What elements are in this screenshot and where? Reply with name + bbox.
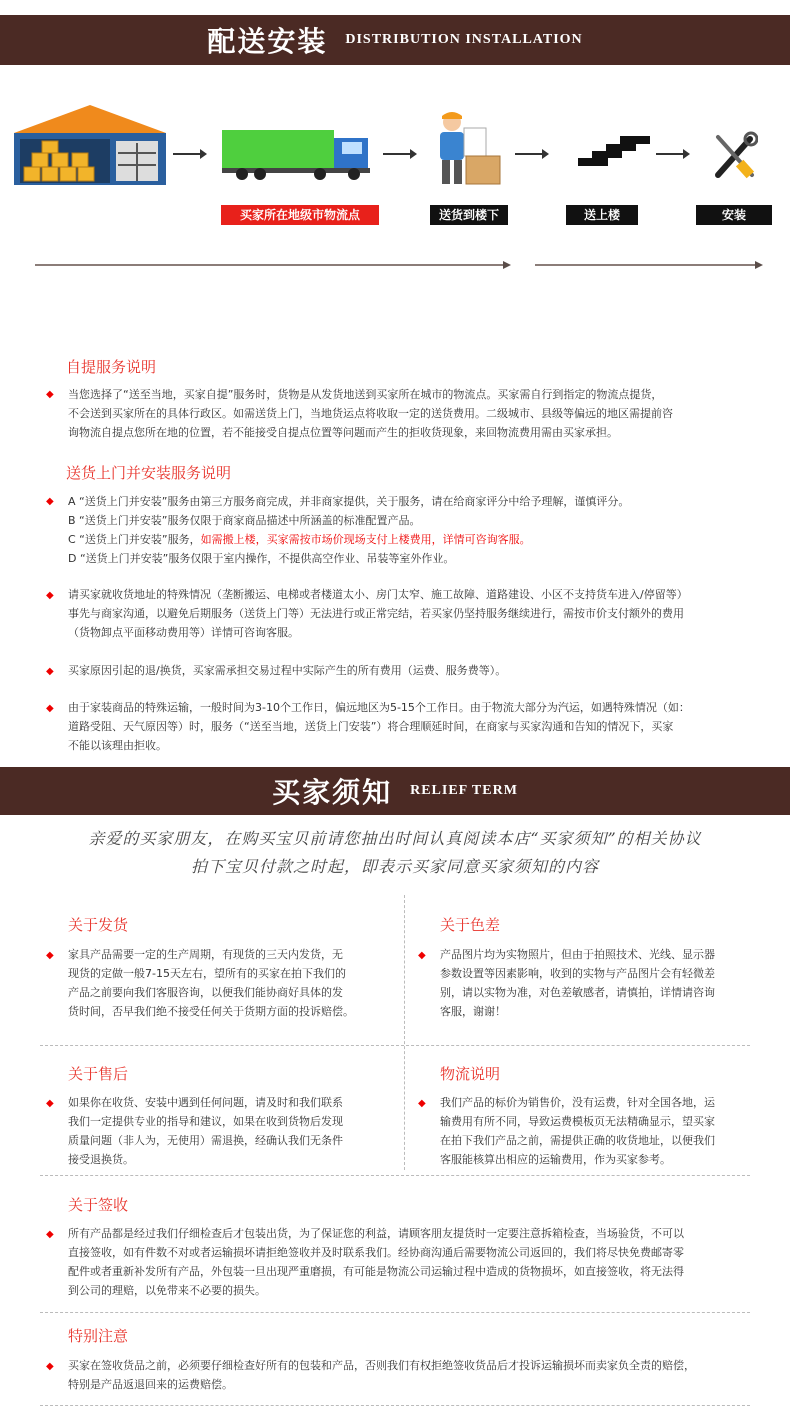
shipping-text — [68, 945, 354, 1021]
divider — [404, 895, 405, 1170]
banner-title-cn: 买家须知 — [272, 776, 393, 809]
flow-arrow — [173, 153, 205, 155]
timeline-line — [35, 264, 507, 266]
text-line: 当您选择了“送至当地，买家自提”服务时，货物是从发货地送到买家所在城市的物流点。买家需自行到指定的物流点提货， — [68, 388, 663, 401]
step-label-install: 安装 — [696, 205, 772, 225]
text-line: 如果你在收货、安装中遇到任何问题，请及时和我们联系 — [68, 1096, 343, 1109]
bullet-icon: ◆ — [46, 590, 54, 601]
text-line: 现货的定做一般7-15天左右，望所有的买家在拍下我们的 — [68, 967, 346, 980]
buyer-notice-banner — [0, 767, 790, 815]
text-line: 接受退换货。 — [68, 1153, 134, 1166]
item-d: D “送货上门并安装”服务仅限于室内操作，不提供高空作业、吊装等室外作业。 — [68, 552, 455, 565]
step-label-upstairs: 送上楼 — [566, 205, 638, 225]
divider — [40, 1312, 750, 1313]
text-line: 请买家就收货地址的特殊情况（垄断搬运、电梯或者楼道太小、房门太窄、施工故障、道路建设、小区不支持货车进入/停留等） — [68, 588, 688, 601]
special-note-text — [68, 1356, 695, 1394]
text-line: 参数设置等因素影响，收到的实物与产品图片会有轻微差 — [440, 967, 715, 980]
text-line: 别，请以实物为准，对色差敏感者，请慎拍，详情请咨询 — [440, 986, 715, 999]
text-line: 客服，谢谢！ — [440, 1005, 506, 1018]
bullet-icon: ◆ — [46, 496, 54, 507]
step-label-deliver-downstairs: 送货到楼下 — [430, 205, 508, 225]
divider — [40, 1405, 750, 1406]
aftersale-title: 关于售后 — [68, 1065, 129, 1083]
tools-icon — [712, 131, 758, 181]
text-line: 我们产品的标价为销售价，没有运费，针对全国各地，运 — [440, 1096, 715, 1109]
delivery-man-icon — [428, 108, 504, 188]
text-line: 货时间，否早我们绝不接受任何关于货期方面的投诉赔偿。 — [68, 1005, 354, 1018]
truck-icon — [222, 128, 374, 180]
text-line: 我们一定提供专业的指导和建议，如果在收到货物后发现 — [68, 1115, 343, 1128]
stairs-icon — [578, 136, 650, 166]
text-line: 配件或者重新补发所有产品，外包装一旦出现严重磨损，有可能是物流公司运输过程中造成的货物损坏，如直接签收，将无法得 — [68, 1265, 684, 1278]
bullet-icon: ◆ — [46, 1098, 54, 1109]
warehouse-icon — [14, 105, 166, 185]
text-line: 到公司的理赔，以免带来不必要的损失。 — [68, 1284, 266, 1297]
banner-title-cn: 配送安装 — [207, 25, 328, 58]
text-line: 询物流自提点您所在地的位置，若不能接受自提点位置等问题而产生的拒收货现象，来回物流费用需由买家承担。 — [68, 426, 618, 439]
item-c — [68, 530, 629, 549]
item-a: A “送货上门并安装”服务由第三方服务商完成，并非商家提供，关于服务，请在给商家评分中给予理解，谨慎评分。 — [68, 495, 630, 508]
bullet-icon: ◆ — [418, 950, 426, 961]
text-line: 在拍下我们产品之前，需提供正确的收货地址，以便我们 — [440, 1134, 715, 1147]
flow-arrow — [515, 153, 547, 155]
self-pickup-title: 自提服务说明 — [66, 358, 157, 376]
text-line: 客服能核算出相应的运输费用，作为买家参考。 — [440, 1153, 671, 1166]
text-line: 特别是产品返退回来的运费赔偿。 — [68, 1378, 233, 1391]
text-line: 家具产品需要一定的生产周期，有现货的三天内发货，无 — [68, 948, 343, 961]
item-c-text: C “送货上门并安装”服务， — [68, 533, 201, 546]
bullet-icon: ◆ — [418, 1098, 426, 1109]
bullet-icon: ◆ — [46, 1361, 54, 1372]
bullet-icon: ◆ — [46, 1229, 54, 1240]
self-pickup-text — [68, 385, 673, 442]
logistics-title: 物流说明 — [440, 1065, 501, 1083]
text-line: 输费用有所不同，导致运费模板页无法精确显示，望买家 — [440, 1115, 715, 1128]
bullet-icon: ◆ — [46, 950, 54, 961]
special-address-text — [68, 585, 688, 642]
shipping-title: 关于发货 — [68, 916, 129, 934]
transit-time-text — [68, 698, 690, 755]
item-c-highlight: 如需搬上楼，买家需按市场价现场支付上楼费用，详情可咨询客服。 — [200, 533, 531, 546]
flow-arrow — [383, 153, 415, 155]
signing-title: 关于签收 — [68, 1196, 129, 1214]
text-line: （货物卸点平面移动费用等）详情可咨询客服。 — [68, 626, 299, 639]
timeline-line — [535, 264, 759, 266]
banner-title-en: DISTRIBUTION INSTALLATION — [345, 32, 583, 47]
text-line: 不会送到买家所在的具体行政区。如需送货上门，当地货运点将收取一定的送货费用。二级城市、县级等偏远的地区需提前咨 — [68, 407, 673, 420]
aftersale-text — [68, 1093, 343, 1169]
logistics-text — [440, 1093, 715, 1169]
intro-line-2: 拍下宝贝付款之时起，即表示买家同意买家须知的内容 — [190, 857, 599, 876]
text-line: 道路受阻、天气原因等）时，服务（“送至当地，送货上门安装”）将合理顺延时间，在商家与买家沟通和告知的情况下，买家 — [68, 720, 674, 733]
header-banner — [0, 15, 790, 65]
bullet-icon: ◆ — [46, 666, 54, 677]
text-line: 不能以该理由拒收。 — [68, 739, 167, 752]
text-line: 所有产品都是经过我们仔细检查后才包装出货，为了保证您的利益，请顾客朋友提货时一定要注意拆箱检查，当场验货，不可以 — [68, 1227, 684, 1240]
color-diff-text — [440, 945, 715, 1021]
return-cost-text: 买家原因引起的退/换货，买家需承担交易过程中实际产生的所有费用（运费、服务费等）。 — [68, 664, 507, 677]
text-line: 产品之前要向我们客服咨询，以便我们能协商好具体的发 — [68, 986, 343, 999]
text-line: 买家在签收货品之前，必须要仔细检查好所有的包装和产品，否则我们有权拒绝签收货品后才投诉运输损坏而卖家负全责的赔偿， — [68, 1359, 695, 1372]
flow-arrow — [656, 153, 688, 155]
text-line: 产品图片均为实物照片，但由于拍照技术、光线、显示器 — [440, 948, 715, 961]
bullet-icon: ◆ — [46, 703, 54, 714]
banner-title-en: RELIEF TERM — [410, 783, 518, 798]
intro-line-1: 亲爱的买家朋友，在购买宝贝前请您抽出时间认真阅读本店“买家须知”的相关协议 — [88, 829, 702, 848]
text-line: 直接签收，如有件数不对或者运输损坏请拒绝签收并及时联系我们。经协商沟通后需要物流公司返回的，我们将尽快免费邮寄零 — [68, 1246, 684, 1259]
text-line: 事先与商家沟通，以避免后期服务（送货上门等）无法进行或正常完结，若买家仍坚持服务继续进行，需按市价支付额外的费用 — [68, 607, 684, 620]
divider — [40, 1175, 750, 1176]
bullet-icon: ◆ — [46, 389, 54, 400]
delivery-install-items — [68, 492, 629, 568]
special-note-title: 特别注意 — [68, 1327, 129, 1345]
step-label-logistics-point: 买家所在地级市物流点 — [221, 205, 379, 225]
text-line: 由于家装商品的特殊运输，一般时间为3-10个工作日，偏远地区为5-15个工作日。由于物流大部分为汽运，如遇特殊情况（如： — [68, 701, 690, 714]
item-b: B “送货上门并安装”服务仅限于商家商品描述中所涵盖的标准配置产品。 — [68, 514, 421, 527]
divider — [40, 1045, 750, 1046]
text-line: 质量问题（非人为，无使用）需退换，经确认我们无条件 — [68, 1134, 343, 1147]
signing-text — [68, 1224, 684, 1300]
delivery-install-title: 送货上门并安装服务说明 — [66, 464, 232, 482]
color-diff-title: 关于色差 — [440, 916, 501, 934]
